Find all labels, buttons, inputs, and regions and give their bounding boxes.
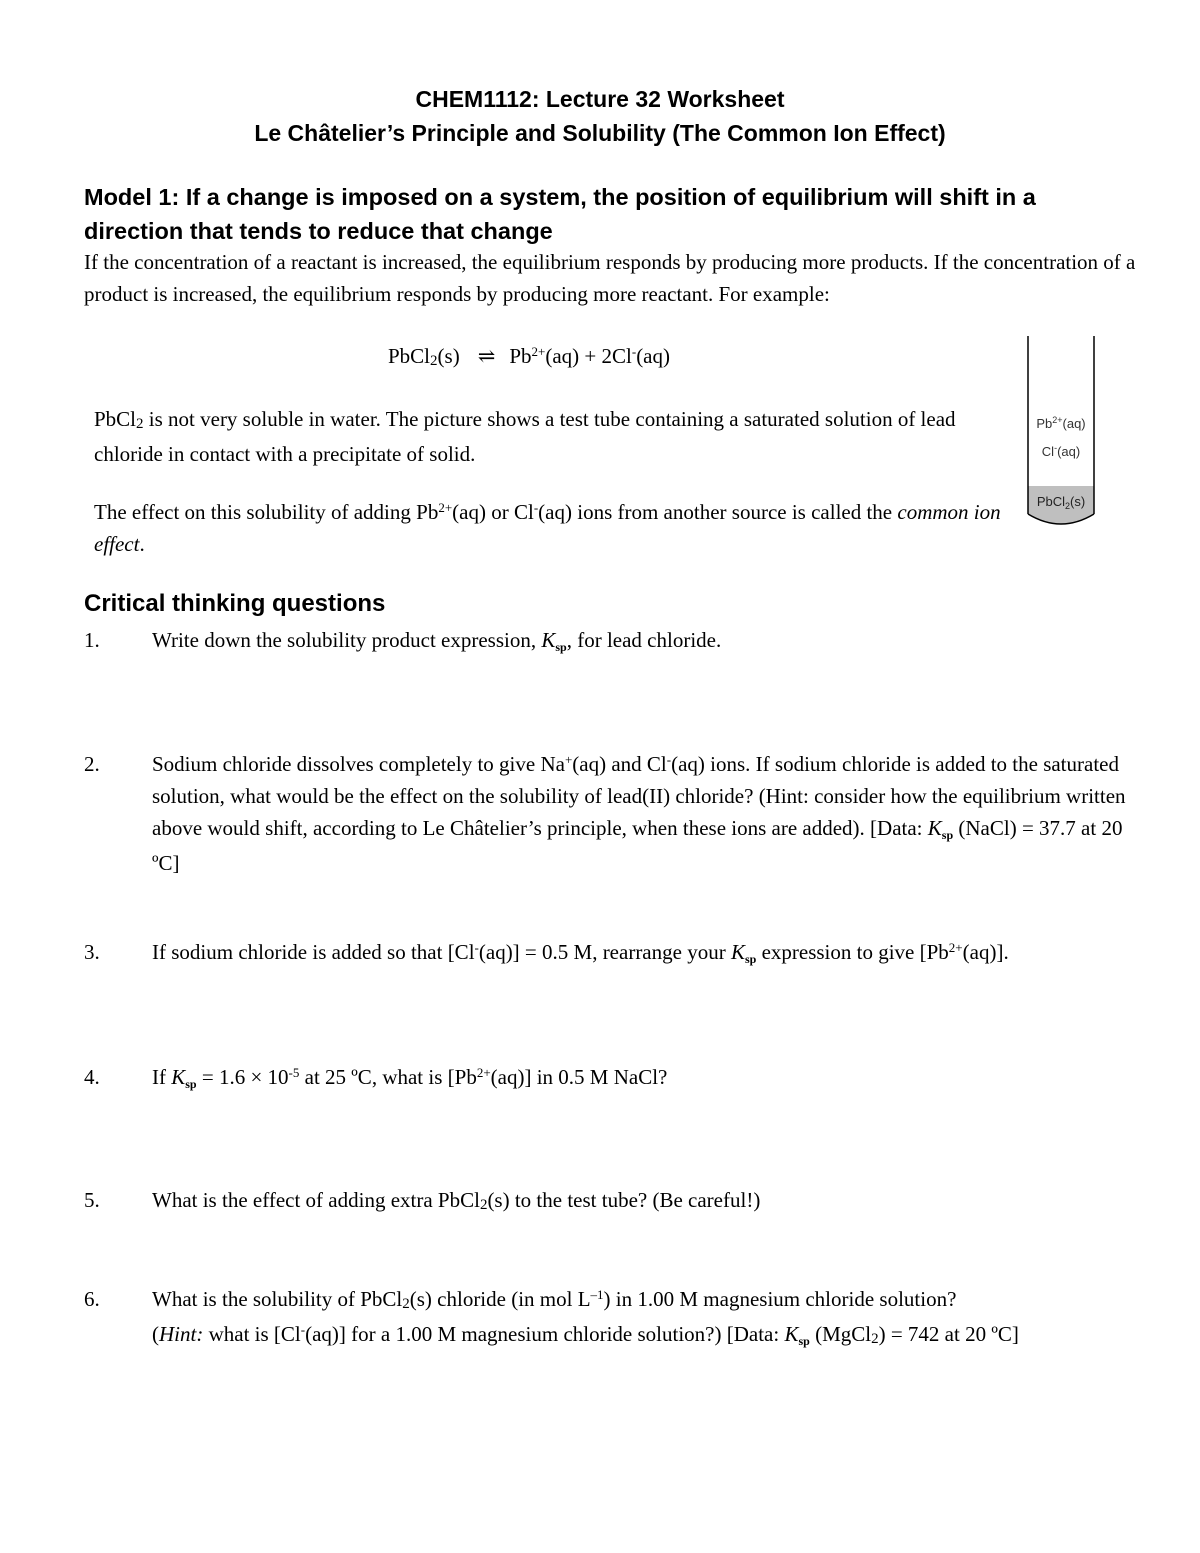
question-number: 1.: [84, 628, 100, 652]
question-text: If Ksp = $1.6 \times 10^{-5}$ at 25 ºC, what is $[Pb^{2+}(aq)]$ in 0.5 M NaCl?: [152, 1065, 668, 1091]
model-paragraph-2: PbCl$_2$ is not very soluble in water. The picture shows a test tube containing a saturated solution of lead chloride in contact with a precipitate of solid.: [94, 407, 956, 466]
question-text: What is the solubility of PbCl$_2$(s) chloride (in mol $L^{-1}$) in 1.00 M magnesium chloride solution? (Hint: what is [Cl-(aq)] for a 1.00 M magnesium chloride solution?) [Data: Ksp (MgCl$_2$) = 742 at 20 ºC]: [152, 1287, 1019, 1348]
question-text: If sodium chloride is added so that [Cl-(aq)] = 0.5 M, rearrange your Ksp expression to give $[Pb^{2+}(aq)]$.: [152, 940, 1009, 966]
question-number: 6.: [84, 1287, 100, 1311]
worksheet-title: CHEM1112: Lecture 32 Worksheet: [415, 86, 785, 112]
critical-thinking-heading: Critical thinking questions: [84, 590, 386, 617]
question-text: Write down the solubility product expression, Ksp, for lead chloride.: [152, 628, 722, 654]
question-number: 5.: [84, 1188, 100, 1212]
test-tube-diagram: [1018, 336, 1104, 532]
model-paragraph-3: The effect on this solubility of adding $Pb^{2+}(aq)$ or Cl-(aq) ions from another source is called the common ion effect.: [94, 500, 1001, 556]
tube-label-cl: Cl-(aq): [1041, 443, 1081, 459]
model-intro: If the concentration of a reactant is increased, the equilibrium responds by producing more products. If the concentration of a product is increased, the equilibrium responds by producing more reactant. For example:: [84, 250, 1136, 306]
question-number: 2.: [84, 752, 100, 776]
question-text: Sodium chloride dissolves completely to give Na+(aq) and Cl-(aq) ions. If sodium chloride is added to the saturated solution, what would be the effect on the solubility of lead(II) chloride? (Hint: consider how the equilibrium written above would shift, according to Le Châtelier’s principle, when these ions are added). [Data: Ksp (NaCl) = 37.7 at 20 ºC]: [152, 752, 1126, 875]
equilibrium-arrow-icon: ⇌: [477, 344, 496, 368]
question-text: What is the effect of adding extra PbCl$_2$(s) to the test tube? (Be careful!): [152, 1188, 761, 1213]
model-heading: Model 1: If a change is imposed on a system, the position of equilibrium will shift in a direction that tends to reduce that change: [84, 184, 1036, 244]
worksheet-subtitle: Le Châtelier’s Principle and Solubility (The Common Ion Effect): [254, 120, 946, 146]
tube-label-pb: $Pb^{2+}(aq)$: [1036, 415, 1086, 431]
tube-label-solid: PbCl$_2$(s): [1036, 494, 1086, 511]
question-number: 3.: [84, 940, 100, 964]
question-number: 4.: [84, 1065, 100, 1089]
equilibrium-equation: PbCl$_2$(s) ⇌ $Pb^{2+}(aq) + 2Cl^-(aq)$: [388, 340, 670, 375]
